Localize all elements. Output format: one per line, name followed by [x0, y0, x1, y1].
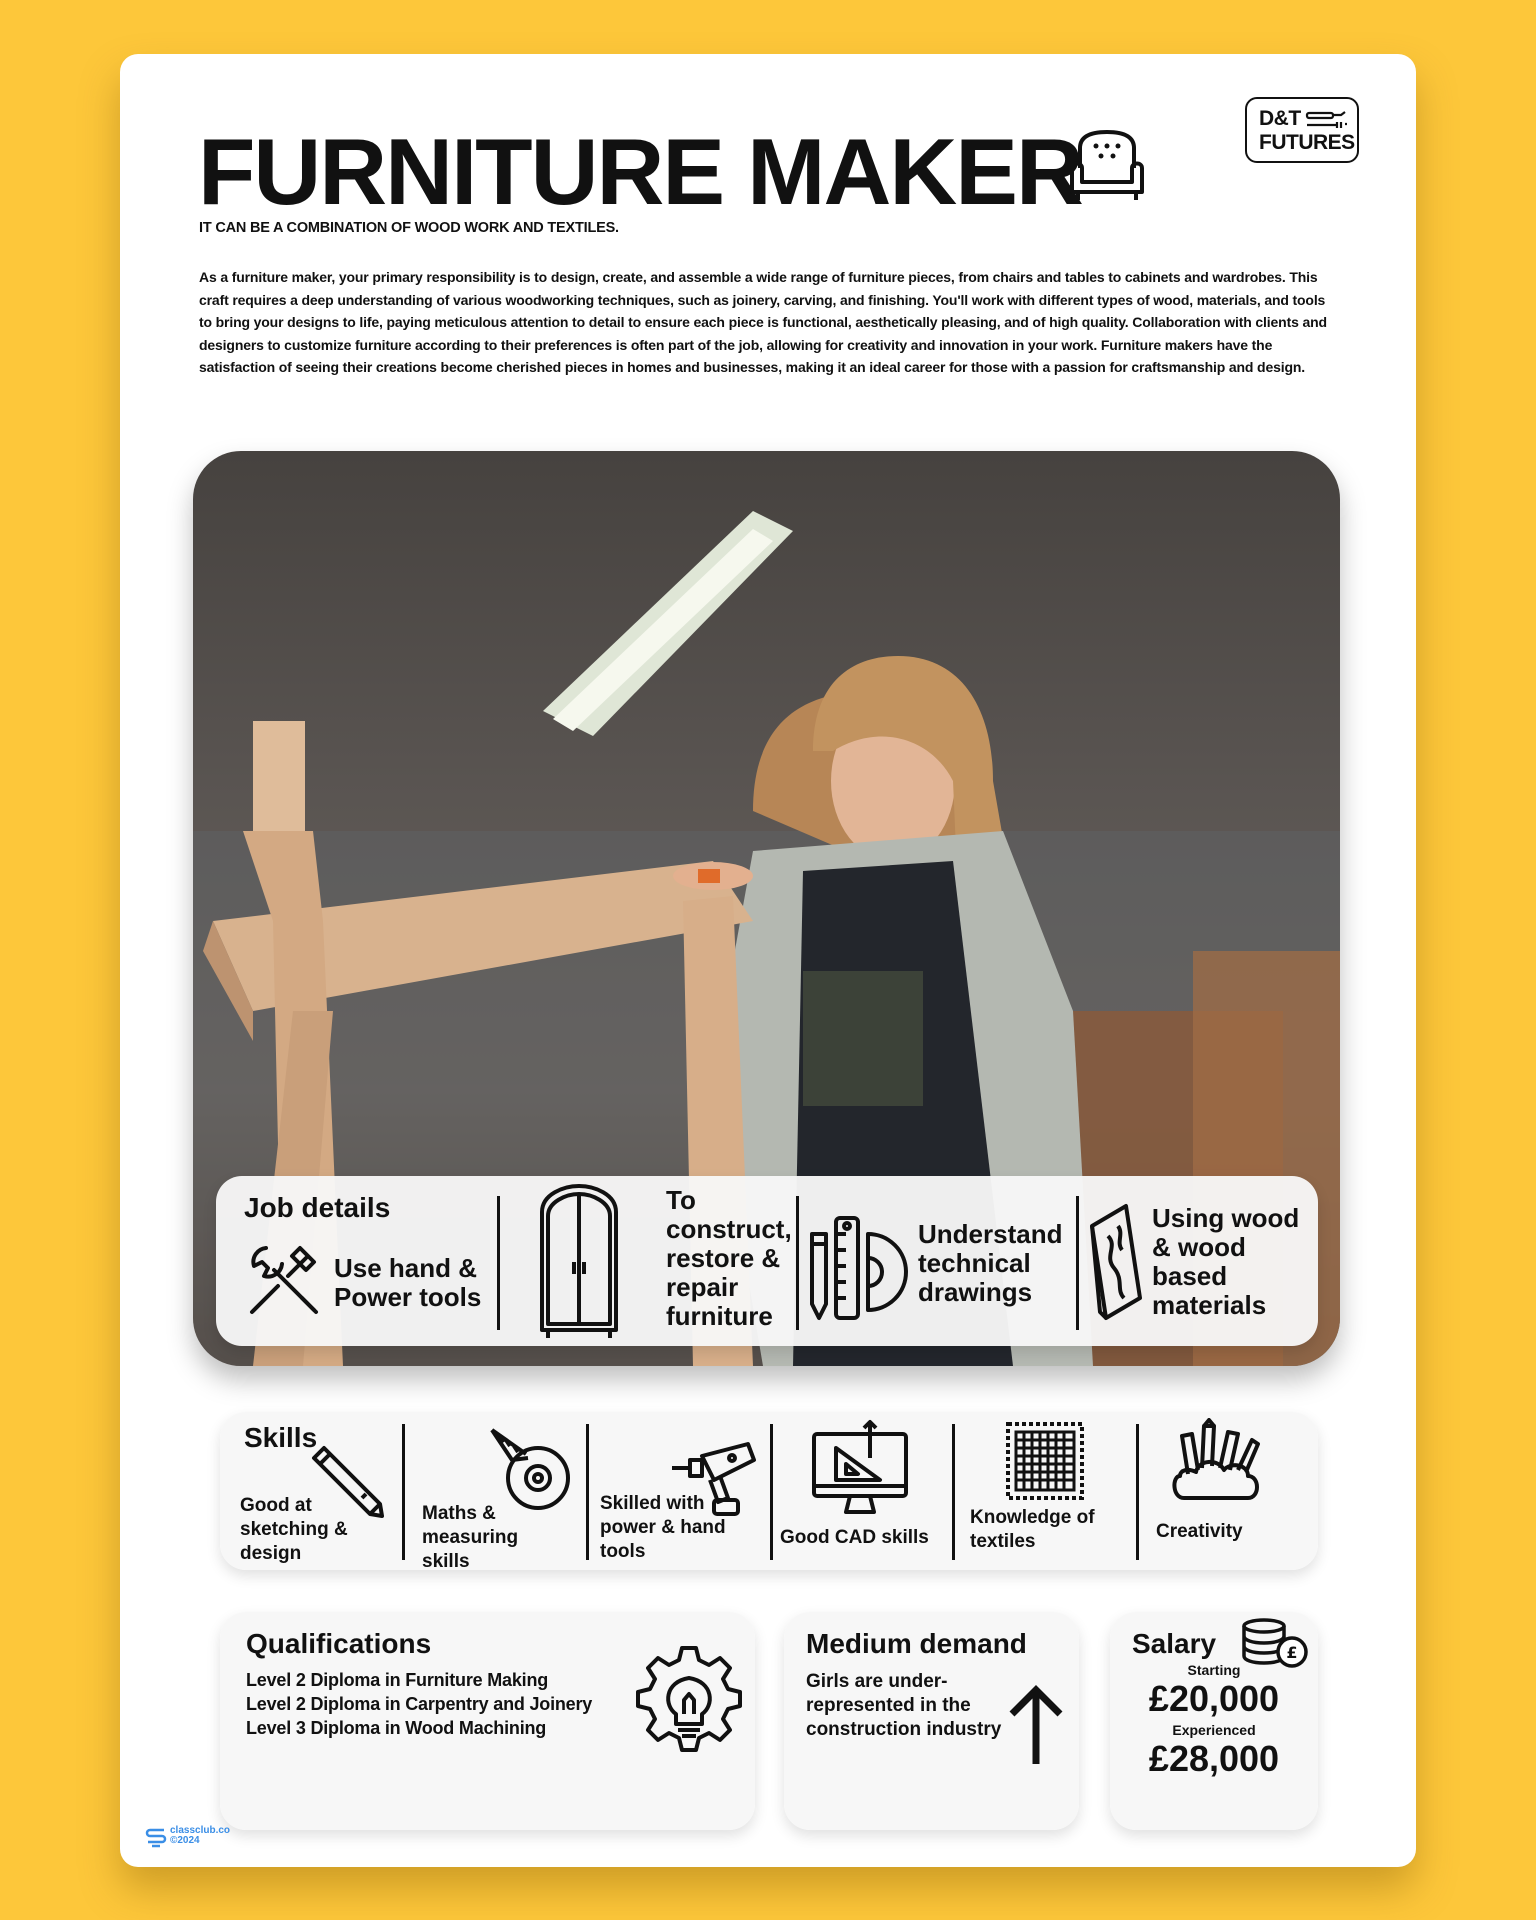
classclub-credit: [144, 1826, 230, 1846]
wardrobe-icon: [534, 1182, 624, 1340]
tape-measure-icon: [486, 1424, 576, 1514]
cad-monitor-icon: [810, 1418, 910, 1518]
list-item: Level 3 Diploma in Wood Machining: [246, 1718, 547, 1738]
divider: [586, 1424, 589, 1560]
list-item: Level 2 Diploma in Carpentry and Joinery: [246, 1694, 593, 1714]
demand-panel: [784, 1612, 1079, 1830]
skill-item-label: Good at sketching & design: [240, 1495, 348, 1564]
wood-plank-icon: [1086, 1202, 1146, 1322]
skill-item-label: Good CAD skills: [780, 1527, 929, 1548]
job-details-panel: [216, 1176, 1318, 1346]
skill-item-label: Creativity: [1156, 1521, 1243, 1542]
arrow-up-icon: [1006, 1682, 1066, 1766]
skills-panel: [220, 1412, 1318, 1570]
salary-starting-value: £20,000: [1148, 1678, 1280, 1719]
svg-text:£: £: [1286, 1643, 1298, 1662]
page-title: FURNITURE MAKER: [198, 119, 1082, 224]
salary-heading: Salary: [1132, 1628, 1217, 1659]
credit-line1: classclub.co: [170, 1825, 231, 1836]
job-item-label: To construct, restore & repair furniture: [666, 1185, 792, 1331]
art-supplies-icon: [1168, 1418, 1264, 1514]
divider: [952, 1424, 955, 1560]
demand-text: Girls are under-represented in the construction industry: [806, 1671, 1002, 1740]
job-details-heading: Job details: [244, 1192, 391, 1223]
salary-experienced-value: £28,000: [1148, 1738, 1280, 1779]
job-item-label: Using wood & wood based materials: [1152, 1203, 1300, 1320]
divider: [770, 1424, 773, 1560]
poster: [120, 54, 1416, 1867]
divider: [402, 1424, 405, 1560]
list-item: Level 2 Diploma in Furniture Making: [246, 1670, 549, 1690]
salary-panel: [1110, 1612, 1318, 1830]
divider: [1136, 1424, 1139, 1560]
job-item-label: Understand technical drawings: [918, 1219, 1063, 1307]
tools-icon: [244, 1240, 324, 1320]
skills-heading: Skills: [244, 1422, 318, 1453]
skill-item-label: Maths & measuring skills: [422, 1503, 519, 1572]
credit-line2: ©2024: [170, 1835, 200, 1846]
drawing-tools-icon: [806, 1214, 916, 1324]
qualifications-panel: [220, 1612, 755, 1830]
skill-item-label: Skilled with power & hand tools: [600, 1493, 726, 1562]
salary-experienced-label: Experienced: [1172, 1722, 1256, 1738]
qualifications-heading: Qualifications: [246, 1628, 432, 1659]
qualifications-list: [246, 1668, 592, 1740]
classclub-logo-icon: [144, 1826, 168, 1848]
subtitle: IT CAN BE A COMBINATION OF WOOD WORK AND TEXTILES.: [199, 220, 619, 236]
logo-line2: FUTURES: [1259, 131, 1355, 154]
fabric-icon: [1002, 1418, 1088, 1504]
armchair-icon: [1066, 128, 1148, 208]
dt-futures-logo: [1245, 97, 1359, 163]
divider: [1076, 1196, 1079, 1330]
salary-starting-label: Starting: [1187, 1662, 1241, 1678]
divider: [796, 1196, 799, 1330]
skill-item-label: Knowledge of textiles: [970, 1507, 1095, 1552]
job-item-label: Use hand & Power tools: [334, 1253, 482, 1312]
demand-heading: Medium demand: [806, 1628, 1027, 1659]
intro-paragraph: As a furniture maker, your primary responsibility is to design, create, and assemble a wide range of furniture pieces, from chairs and tables to cabinets and wardrobes. This craft requires a deep understanding of various woodworking techniques, such as joinery, carving, and finishing. You'll work with different types of wood, materials, and tools to bring your designs to life, paying meticulous attention to detail to ensure each piece is functional, aesthetically pleasing, and of high quality. Collaboration with clients and designers to customize furniture according to their preferences is often part of the job, allowing for creativity and innovation in your work. Furniture makers have the satisfaction of seeing their creations become cherished pieces in homes and businesses, making it an ideal career for those with a passion for craftsmanship and design.: [199, 269, 1327, 375]
divider: [497, 1196, 500, 1330]
lightbulb-gear-icon: [634, 1644, 744, 1754]
tools-logo-icon: [1305, 110, 1349, 132]
logo-line1: D&T: [1259, 107, 1301, 130]
